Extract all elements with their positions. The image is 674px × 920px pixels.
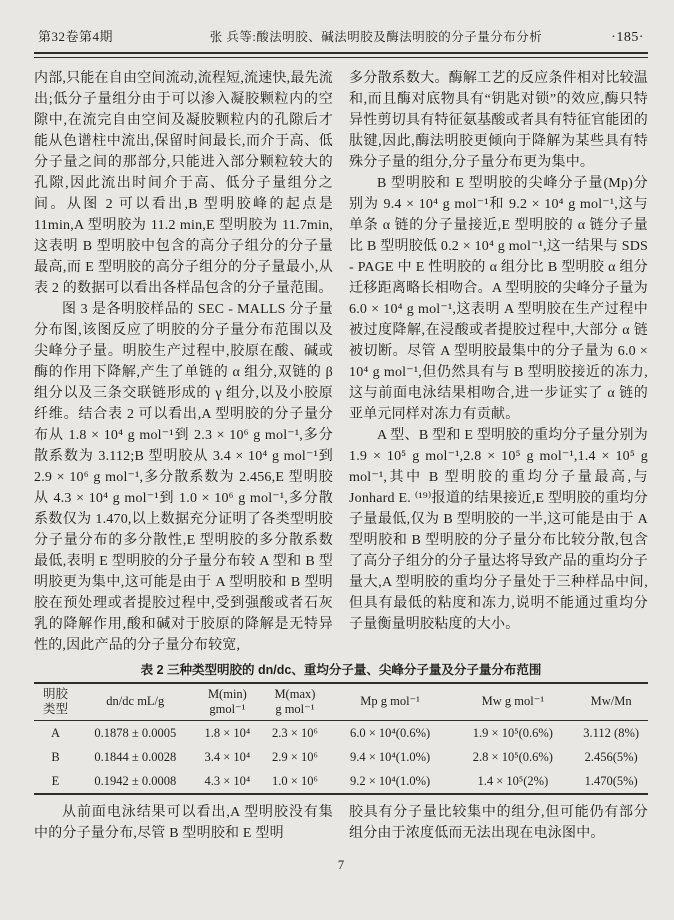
cell-mw: 2.8 × 10⁵(0.6%) — [472, 749, 553, 764]
header-mp: Mp g mol⁻¹ — [329, 683, 452, 721]
running-head — [34, 26, 648, 52]
header-mmin — [194, 683, 262, 721]
right-column — [349, 68, 648, 656]
table-2-section — [34, 660, 648, 795]
cell-mmin: 4.3 × 10⁴ — [204, 773, 251, 788]
left-column-bottom — [34, 802, 333, 844]
cell-mp: 9.4 × 10⁴(1.0%) — [350, 749, 431, 764]
cell-type: B — [51, 749, 60, 764]
cell-mmax: 1.0 × 10⁶ — [272, 773, 318, 788]
header-type — [34, 683, 77, 721]
cell-mp: 6.0 × 10⁴(0.6%) — [350, 725, 431, 740]
body-columns — [34, 68, 648, 656]
header-mwmn: Mw/Mn — [574, 683, 648, 721]
right-column-bottom — [349, 802, 648, 844]
cell-mwmn: 3.112 (8%) — [583, 725, 640, 740]
paragraph: 内部,只能在自由空间流动,流程短,流速快,最先流出;低分子量组分由于可以渗入凝胶颗粒内的空隙中,在流完自由空间及凝胶颗粒内的孔隙后才能从色谱柱中流出,保留时间最长,而介于高、低分子量之间的那部分,只能进入部分颗粒较大的孔隙,因此流出时间介于高、低分子量组分之间。从图 2 可以看出,B 型明胶峰的起点是 11min,A 型明胶为 11.2 min,E 型明胶为 11.7min,这表明 B 型明胶中包含的高分子组分的分子量最高,而 E 型明胶的高分子组分的分子量最小,从表 2 的数据可以看出各样品包含的分子量范围。 — [34, 70, 333, 296]
header-type-line2: 类型 — [42, 701, 68, 716]
cell-mwmn: 2.456(5%) — [584, 749, 638, 764]
cell-mw: 1.4 × 10⁵(2%) — [477, 773, 549, 788]
header-dndc: dn/dc mL/g — [77, 683, 194, 721]
cell-dndc: 0.1942 ± 0.0008 — [94, 773, 177, 788]
paragraph: 多分散系数大。酶解工艺的反应条件相对比较温和,而且酶对底物具有“钥匙对锁”的效应,酶只特异性剪切具有特征氨基酸或者具有特征官能团的肽键,因此,酶法明胶更倾向于降解为某些具有特殊分子量的组分,分子量分布更为集中。 — [349, 70, 648, 170]
header-type-line1: 明胶 — [42, 686, 68, 701]
header-mmax-line1: M(max) — [274, 686, 316, 701]
running-title: 张 兵等:酸法明胶、碱法明胶及酶法明胶的分子量分布分析 — [209, 30, 543, 44]
cell-dndc: 0.1878 ± 0.0005 — [94, 725, 177, 740]
cell-type: E — [51, 773, 60, 788]
header-mmin-line1: M(min) — [207, 686, 247, 701]
page-badge: ·185· — [611, 30, 644, 45]
paragraph: 从前面电泳结果可以看出,A 型明胶没有集中的分子量分布,尽管 B 型明胶和 E 型明 — [34, 804, 333, 841]
header-mmax — [261, 683, 329, 721]
cell-mp: 9.2 × 10⁴(1.0%) — [350, 773, 431, 788]
cell-mw: 1.9 × 10⁵(0.6%) — [472, 725, 553, 740]
header-double-rule — [34, 52, 648, 58]
paragraph: A 型、B 型和 E 型明胶的重均分子量分别为 1.9 × 10⁵ g mol⁻¹,2.8 × 10⁵ g mol⁻¹,1.4 × 10⁵ g mol⁻¹,其中 B 型明胶的重均分子量最高,与 Jonhard E. ⁽¹⁹⁾报道的结果接近,E 型明胶的重均分子量最低,仅为 B 型明胶的一半,这可能是由于 A 型明胶和 B 型明胶的分子量分布比较分散,包含了高分子组分的分子量达将导致产品的重均分子量大,A 型明胶的重均分子量处于三种样品中间,但具有最低的粘度和冻力,说明不能通过重均分子量衡量明胶粘度的大小。 — [349, 427, 648, 632]
cell-mmax: 2.3 × 10⁶ — [272, 725, 318, 740]
table-header — [34, 683, 648, 721]
cell-mwmn: 1.470(5%) — [584, 773, 638, 788]
header-mmax-line2: g mol⁻¹ — [275, 701, 315, 716]
table-caption: 表 2 三种类型明胶的 dn/dc、重均分子量、尖峰分子量及分子量分布范围 — [140, 662, 542, 677]
cell-mmin: 1.8 × 10⁴ — [204, 725, 251, 740]
left-column — [34, 68, 333, 656]
header-mw: Mw g mol⁻¹ — [451, 683, 574, 721]
cell-dndc: 0.1844 ± 0.0028 — [94, 749, 177, 764]
table-row-E — [34, 769, 648, 794]
paragraph: B 型明胶和 E 型明胶的尖峰分子量(Mp)分别为 9.4 × 10⁴ g mol⁻¹和 9.2 × 10⁴ g mol⁻¹,这与单条 α 链的分子量接近,E 型明胶的 α 链分子量比 B 型明胶低 0.2 × 10⁴ g mol⁻¹,这一结果与 SDS - PAGE 中 E 性明胶的 α 组分比 B 型明胶 α 组分迁移距离略长相吻合。A 型明胶的尖峰分子量为 6.0 × 10⁴ g mol⁻¹,这表明 A 型明胶在生产过程中被过度降解,在浸酸或者提胶过程中,大部分 α 链被切断。尽管 A 型明胶最集中的分子量为 6.0 × 10⁴ g mol⁻¹,但仍然具有与 B 型明胶接近的冻力,这与前面电泳结果相吻合,进一步证实了 α 链的亚单元同样对冻力有贡献。 — [349, 175, 648, 422]
table-row-A — [34, 720, 648, 745]
page-number: 7 — [337, 857, 345, 872]
header-mmin-line2: gmol⁻¹ — [209, 701, 246, 716]
paragraph: 图 3 是各明胶样品的 SEC - MALLS 分子量分布图,该图反应了明胶的分子量分布范围以及尖峰分子量。明胶生产过程中,胶原在酸、碱或酶的作用下降解,产生了单链的 α 组分,双链的 β 组分以及三条交联链形成的 γ 组分,以及小胶原纤维。结合表 2 可以看出,A 型明胶的分子量分布从 1.8 × 10⁴ g mol⁻¹到 2.3 × 10⁶ g mol⁻¹,多分散系数为 3.112;B 型明胶从 3.4 × 10⁴ g mol⁻¹到 2.9 × 10⁶ g mol⁻¹,多分散系数为 2.456,E 型明胶从 4.3 × 10⁴ g mol⁻¹到 1.0 × 10⁶ g mol⁻¹,多分散系数仅为 1.470,以上数据充分证明了各类型明胶分子量分布的多分散性,E 型明胶的多分散系数最低,表明 E 型明胶的分子量分布较 A 型和 B 型明胶更为集中,这可能是由于 A 型明胶和 B 型明胶在预处理或者提胶过程中,受到强酸或者石灰乳的降解作用,酸和碱对于胶原的降解是无特异性的,因此产品的分子量分布较宽, — [34, 301, 333, 653]
cell-mmax: 2.9 × 10⁶ — [272, 749, 318, 764]
bottom-columns — [34, 802, 648, 844]
paragraph: 胶具有分子量比较集中的组分,但可能仍有部分组分由于浓度低而无法出现在电泳图中。 — [349, 804, 648, 841]
table-row-B — [34, 745, 648, 769]
cell-type: A — [50, 725, 60, 740]
cell-mmin: 3.4 × 10⁴ — [204, 749, 251, 764]
gelatin-data-table — [34, 682, 648, 795]
issue-label: 第32卷第4期 — [38, 29, 114, 44]
